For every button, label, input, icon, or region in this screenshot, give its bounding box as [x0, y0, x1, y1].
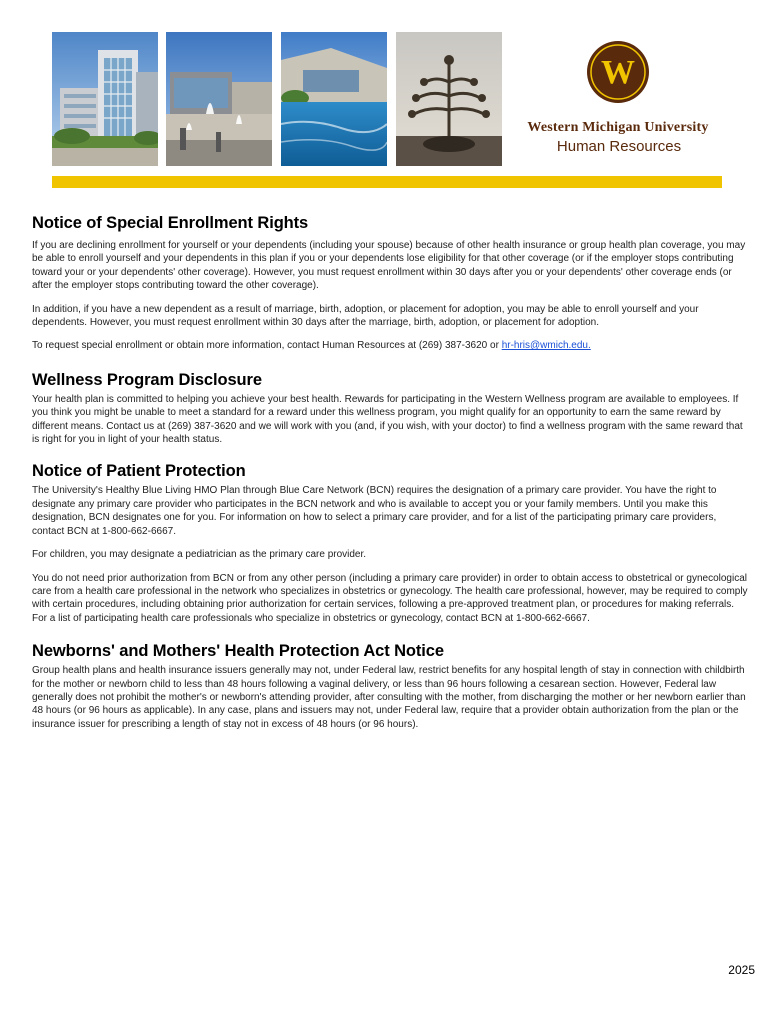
special-enrollment-paragraph-3	[32, 339, 748, 352]
logo-letter: W	[601, 54, 635, 91]
wellness-section	[32, 371, 748, 447]
wellness-paragraph: Your health plan is committed to helping you achieve your best health. Rewards for participating in the Western Wellness program are available to employees. If you think you might be unable to meet a standard for a reward under this wellness program, you might qualify for an opportunity to earn the same reward by different means. Contact us at (269) 387-3620 and we will work with you (and, if you wish, with your doctor) to find a wellness program with the same reward that is right for you in light of your health status.	[32, 393, 743, 446]
gold-divider	[52, 176, 722, 188]
special-enrollment-title: Notice of Special Enrollment Rights	[32, 214, 309, 232]
header-banner	[52, 32, 722, 190]
fountain-plaza-photo	[166, 32, 272, 166]
patient-protection-paragraph-3: You do not need prior authorization from BCN or from any other person (including a primary care provider) in order to obtain access to obstetrical or gynecological care from a health care professional in the network who specializes in obstetrics or gynecology. The health care professional, however, may be required to comply with certain procedures, including obtaining prior authorization for certain services, following a pre-approved treatment plan, or procedures for making referrals. For a list of participating health care professionals who specialize in obstetrics or gynecology, contact BCN at 1-800-662-6667.	[32, 572, 748, 624]
special-enrollment-paragraph-1: If you are declining enrollment for yourself or your dependents (including your spouse) because of other health insurance or group health plan coverage, you may be able to enroll yourself and your dependents in this plan if you or your dependents lose eligibility for that other coverage (or if the employer stops contributing toward your or your dependents' other coverage). However, you must request enrollment within 30 days after you or your dependents' other coverage ends (or after the employer stops contributing toward the other coverage).	[32, 240, 746, 292]
wmu-logo	[514, 40, 722, 170]
special-enrollment-section	[32, 214, 748, 353]
reflecting-pool-photo	[281, 32, 387, 166]
newborns-section	[32, 642, 748, 731]
document-year: 2025	[728, 963, 755, 977]
notices-body	[32, 214, 748, 731]
patient-protection-paragraph-1: The University's Healthy Blue Living HMO Plan through Blue Care Network (BCN) requires the designation of a primary care provider. You have the right to designate any primary care provider who participates in the BCN network and who is available to accept you or your family members. Until you make this designation, BCN designates one for you. For information on how to select a primary care provider, and for a list of the participating primary care providers, contact BCN at 1-800-662-6667.	[32, 485, 717, 537]
patient-protection-section	[32, 462, 748, 625]
wellness-title: Wellness Program Disclosure	[32, 370, 262, 389]
department-name: Human Resources	[556, 138, 682, 155]
tree-sculpture-photo	[396, 32, 502, 166]
university-wordmark: Western Michigan University	[527, 120, 709, 135]
patient-protection-paragraph-2: For children, you may designate a pediatrician as the primary care provider.	[32, 549, 367, 561]
w-medallion-icon	[586, 40, 650, 104]
newborns-title: Newborns' and Mothers' Health Protection Act Notice	[32, 642, 444, 661]
campus-building-photo	[52, 32, 158, 166]
hr-email-link[interactable]: hr-hris@wmich.edu.	[501, 340, 591, 352]
contact-text: To request special enrollment or obtain more information, contact Human Resources at (269) 387-3620 or	[32, 340, 502, 352]
newborns-paragraph: Group health plans and health insurance issuers generally may not, under Federal law, restrict benefits for any hospital length of stay in connection with childbirth for the mother or newborn child to less than 48 hours following a vaginal delivery, or less than 96 hours following a cesarean section. However, Federal law generally does not prohibit the mother's or newborn's attending provider, after consulting with the mother, from discharging the mother or her newborn earlier than 48 hours (or 96 hours as applicable). In any case, plans and issuers may not, under Federal law, require that a provider obtain authorization from the plan or the insurance issuer for prescribing a length of stay not in excess of 48 hours (or 96 hours).	[32, 665, 746, 730]
special-enrollment-paragraph-2: In addition, if you have a new dependent as a result of marriage, birth, adoption, or placement for adoption, you may be able to enroll yourself and your dependents. However, you must request enrollment within 30 days after the marriage, birth, adoption, or placement for adoption.	[32, 303, 699, 329]
patient-protection-title: Notice of Patient Protection	[32, 462, 246, 481]
